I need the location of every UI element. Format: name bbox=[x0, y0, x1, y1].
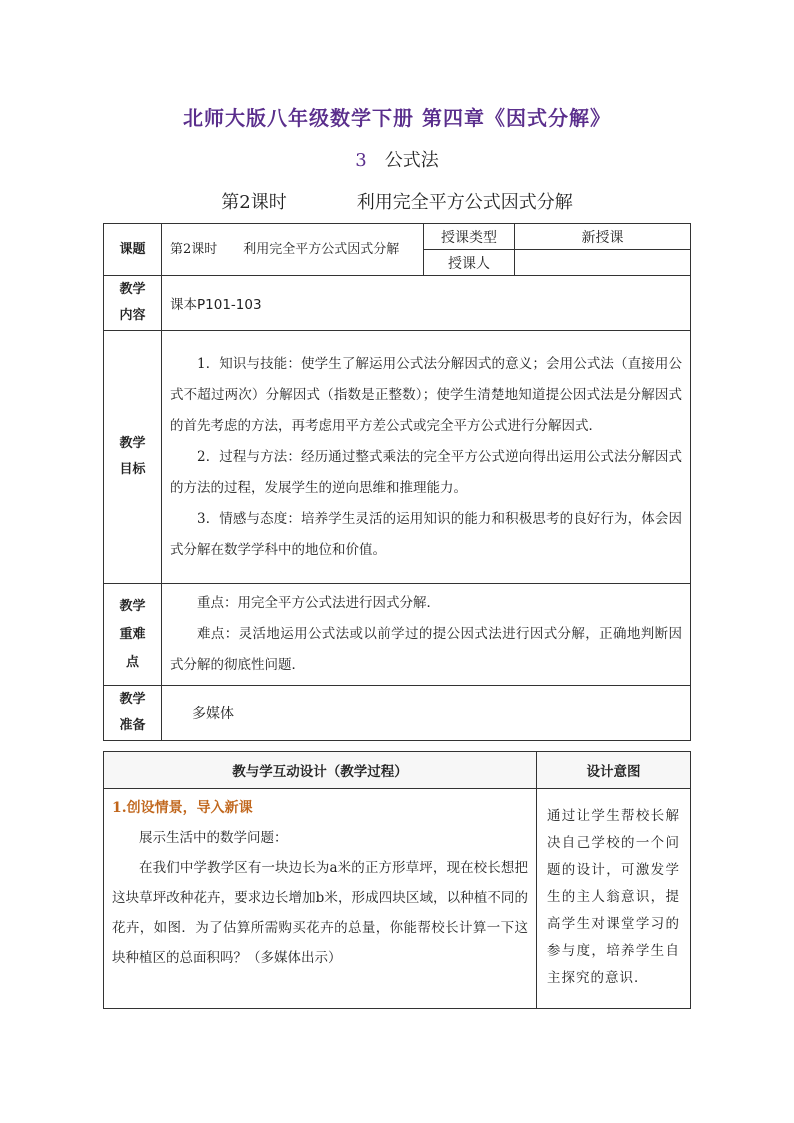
process-header: 教与学互动设计（教学过程） bbox=[104, 752, 537, 789]
topic-label-cell: 课题 bbox=[104, 224, 162, 276]
lesson-name: 利用完全平方公式因式分解 bbox=[356, 192, 573, 213]
teacher-label-cell: 授课人 bbox=[424, 250, 515, 276]
content-label-cell: 教学内容 bbox=[104, 276, 162, 331]
goals-cell bbox=[162, 331, 691, 584]
intent-cell bbox=[537, 789, 691, 1009]
key-points-cell bbox=[162, 584, 691, 686]
key-point: 重点：用完全平方公式法进行因式分解． bbox=[197, 595, 440, 611]
section-name: 公式法 bbox=[384, 150, 439, 171]
section-heading bbox=[0, 146, 794, 172]
process-cell bbox=[104, 789, 537, 1009]
problem-paragraph: 在我们中学教学区有一块边长为a米的正方形草坪，现在校长想把这块草坪改种花卉，要求边长增加b米，形成四块区域，以种植不同的花卉，如图．为了估算所需购买花卉的总量，你能帮校长计算一下这块种植区的总面积吗？（多媒体出示） bbox=[112, 860, 528, 966]
process-table bbox=[103, 751, 691, 1009]
prep-label-cell: 教学准备 bbox=[104, 686, 162, 741]
topic-value-cell: 第2课时 利用完全平方公式因式分解 bbox=[162, 224, 424, 276]
section-title: 1.创设情景，导入新课 bbox=[112, 800, 253, 816]
goal-process: 2．过程与方法：经历通过整式乘法的完全平方公式逆向得出运用公式法分解因式的方法的过程，发展学生的逆向思维和推理能力。 bbox=[170, 448, 682, 496]
document-title: 北师大版八年级数学下册 第四章《因式分解》 bbox=[183, 106, 611, 130]
intro-paragraph: 展示生活中的数学问题： bbox=[139, 830, 288, 846]
goal-attitude: 3．情感与态度：培养学生灵活的运用知识的能力和积极思考的良好行为，体会因式分解在数学学科中的地位和价值。 bbox=[170, 510, 682, 558]
intent-header: 设计意图 bbox=[537, 752, 691, 789]
section-number: 3 bbox=[355, 150, 367, 171]
key-label-cell: 教学重难点 bbox=[104, 584, 162, 686]
goal-knowledge: 1．知识与技能：使学生了解运用公式法分解因式的意义；会用公式法（直接用公式不超过两次）分解因式（指数是正整数）；使学生清楚地知道提公因式法是分解因式的首先考虑的方法，再考虑用平方差公式或完全平方公式进行分解因式． bbox=[170, 355, 682, 434]
intent-text: 通过让学生帮校长解决自己学校的一个问题的设计，可激发学生的主人翁意识，提高学生对课堂学习的参与度，培养学生自主探究的意识． bbox=[547, 808, 680, 986]
content-value-cell: 课本P101-103 bbox=[162, 276, 691, 331]
type-value-cell: 新授课 bbox=[515, 224, 691, 250]
lesson-number: 第2课时 bbox=[221, 192, 287, 213]
teacher-value-cell bbox=[515, 250, 691, 276]
goals-label-cell: 教学目标 bbox=[104, 331, 162, 584]
difficult-point: 难点：灵活地运用公式法或以前学过的提公因式法进行因式分解，正确地判断因式分解的彻底性问题． bbox=[170, 626, 682, 673]
type-label-cell: 授课类型 bbox=[424, 224, 515, 250]
lesson-info-table bbox=[103, 223, 691, 741]
prep-value-cell: 多媒体 bbox=[162, 686, 691, 741]
lesson-heading bbox=[0, 188, 794, 214]
